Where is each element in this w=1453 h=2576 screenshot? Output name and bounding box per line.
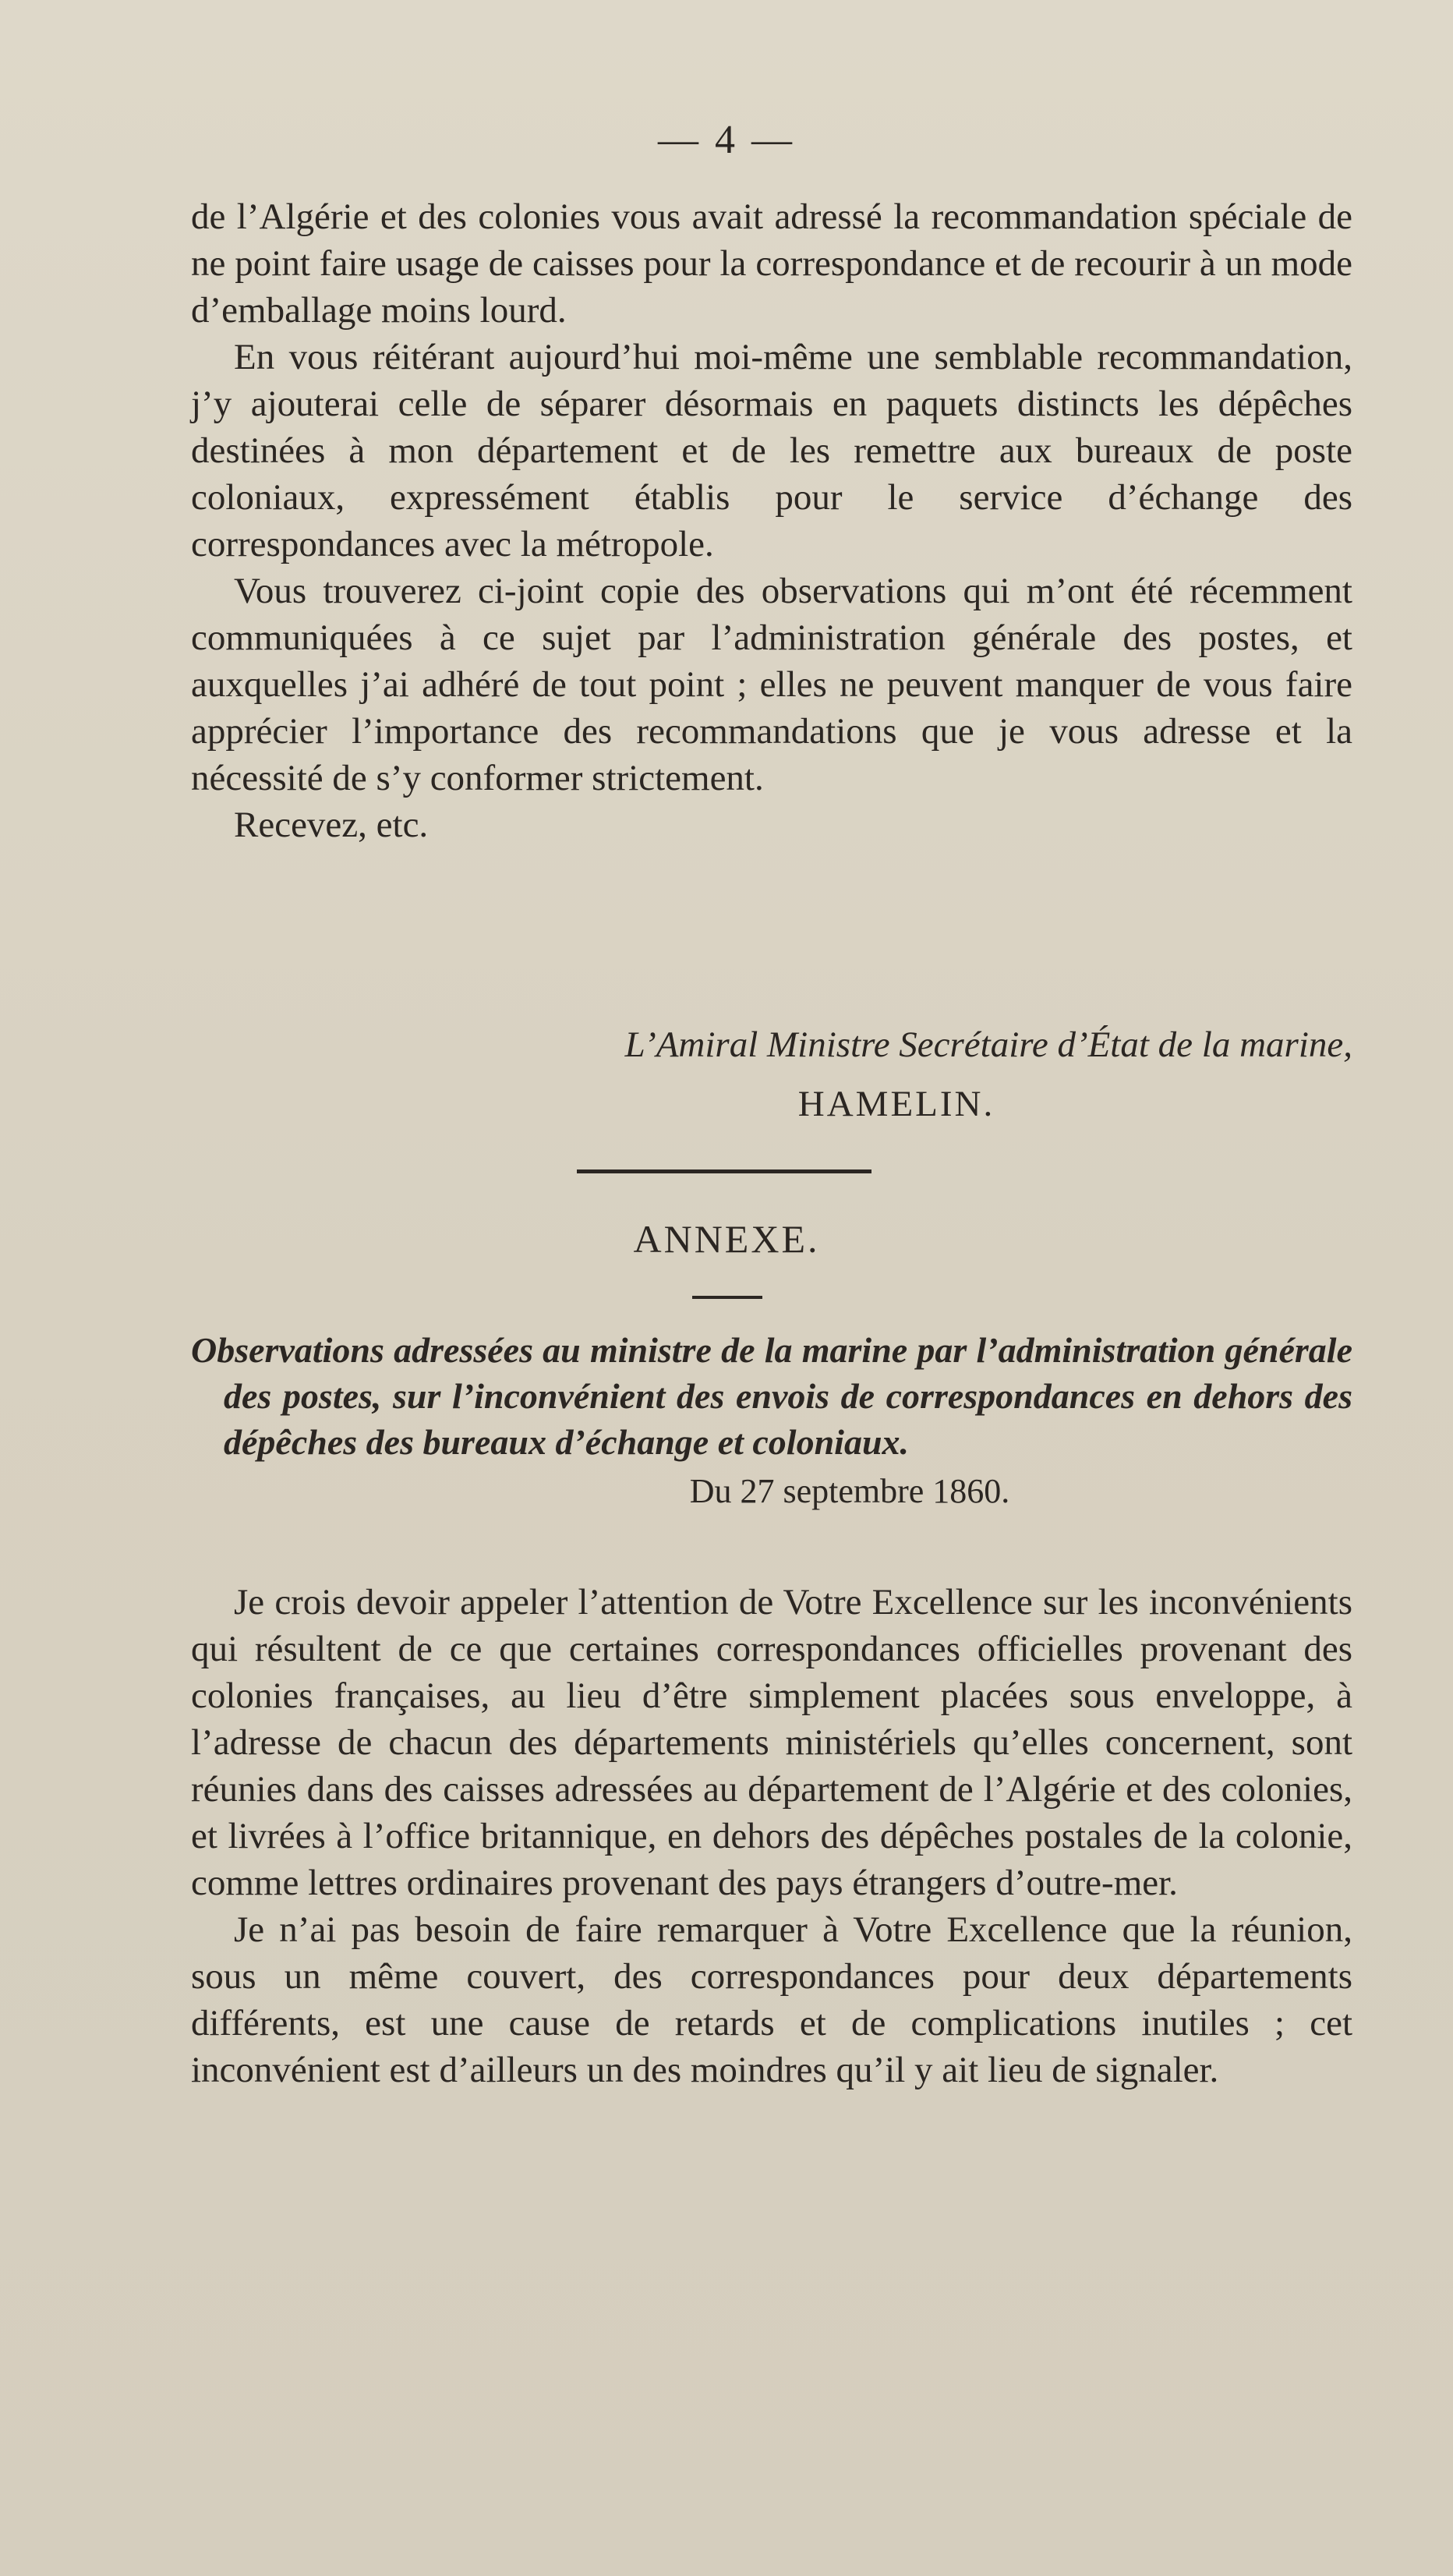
paragraph-continuation: de l’Algérie et des colonies vous avait adressé la recommandation spéciale de ne point faire usage de caisses pour la correspondance et de recourir à un mode d’emballage moins lourd. (191, 196, 1352, 331)
annex-heading: ANNEXE. (633, 1217, 820, 1261)
annex-paragraph-1: Je crois devoir appeler l’attention de Votre Excellence sur les inconvénients qui résultent de ce que certaines correspondances officielles provenant des colonies françaises, au lieu d’être simplement placées sous enveloppe, à l’adresse de chacun des départements ministériels qu’elles concernent, sont réunies dans des caisses adressées au département de l’Algérie et des colonies, et livrées à l’office britannique, en dehors des dépêches postales de la colonie, comme lettres ordinaires provenant des pays étrangers d’outre-mer. (191, 1582, 1352, 1903)
letter-body (191, 193, 1352, 848)
annex-paragraph-2: Je n’ai pas besoin de faire remarquer à Votre Excellence que la réunion, sous un même couvert, des correspondances pour deux départements différents, est une cause de retards et de complications inutiles ; cet inconvénient est d’ailleurs un des moindres qu’il y ait lieu de signaler. (191, 1909, 1352, 2090)
page-number: — 4 — (658, 118, 795, 162)
signature-block (191, 1021, 1352, 1127)
signature-name: HAMELIN. (797, 1084, 995, 1124)
annex-divider (692, 1296, 762, 1299)
section-divider (577, 1169, 871, 1173)
paragraph-observations: Vous trouverez ci-joint copie des observations qui m’ont été récemment communiquées à ce sujet par l’administration générale des postes, et auxquelles j’ai adhéré de tout point ; elles ne peuvent manquer de vous faire apprécier l’importance des recommandations que je vous adresse et la nécessité de s’y conformer strictement. (191, 571, 1352, 798)
paragraph-recommendation: En vous réitérant aujourd’hui moi-même une semblable recommandation, j’y ajouterai celle de séparer désormais en paquets distincts les dépêches destinées à mon département et de les remettre aux bureaux de poste coloniaux, expressément établis pour le service d’échange des correspondances avec la métropole. (191, 337, 1352, 564)
annex-date: Du 27 septembre 1860. (689, 1472, 1010, 1510)
signature-title: L’Amiral Ministre Secrétaire d’État de la marine, (624, 1024, 1352, 1065)
annex-subtitle: Observations adressées au ministre de la marine par l’administration générale des postes, sur l’inconvénient des envois de correspondances en dehors des dépêches des bureaux d’échange et coloniaux. (191, 1330, 1352, 1462)
paragraph-closing: Recevez, etc. (234, 805, 429, 845)
annex-subtitle-block (191, 1327, 1352, 1515)
annex-body (191, 1579, 1352, 2093)
